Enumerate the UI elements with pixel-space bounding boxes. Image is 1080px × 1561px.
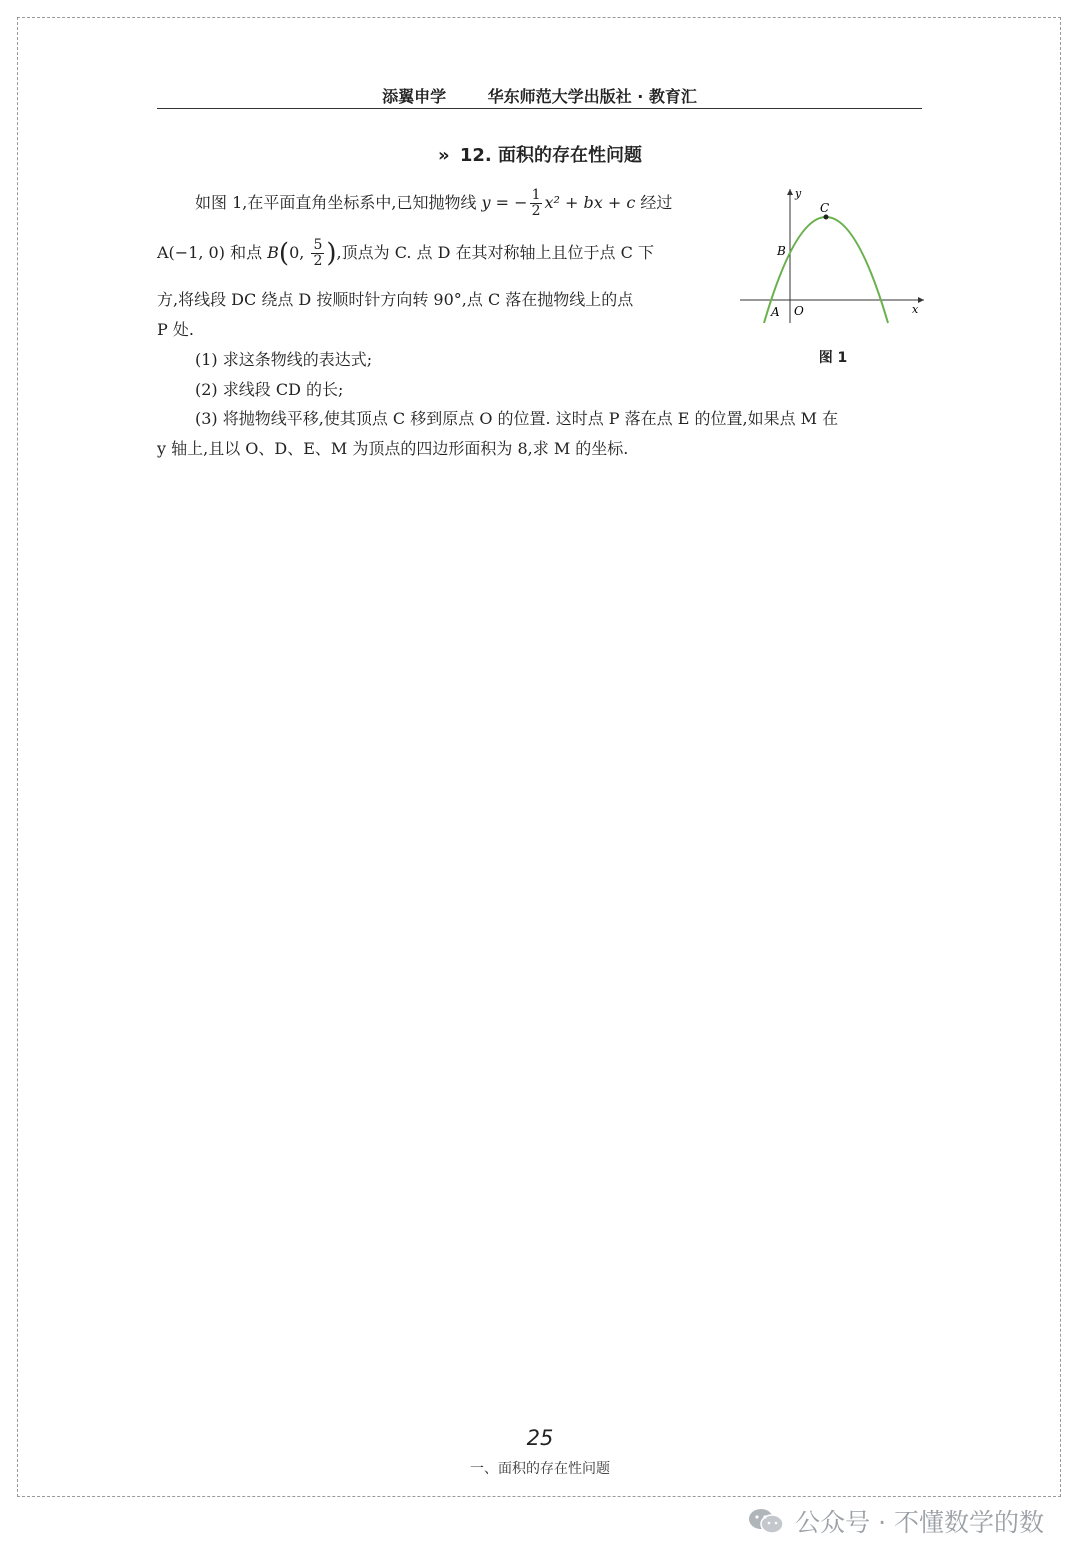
problem-l1-poly: x² + bx + c	[544, 193, 636, 212]
label-o: O	[794, 304, 804, 318]
question-2: (2) 求线段 CD 的长;	[195, 380, 344, 399]
label-y: y	[795, 187, 802, 200]
header-right: 华东师范大学出版社 · 教育汇	[487, 87, 697, 106]
footer-section: 一、面积的存在性问题	[470, 1461, 610, 1477]
problem-l1-eq: = −	[490, 193, 528, 212]
header-left: 添翼申学	[382, 87, 447, 106]
question-1: (1) 求这条物线的表达式;	[195, 350, 373, 369]
problem-l2-b: B	[267, 243, 279, 262]
problem-line-3: 方,将线段 DC 绕点 D 按顺时针方向转 90°,点 C 落在抛物线上的点	[157, 290, 634, 309]
section-title-text: 12. 面积的存在性问题	[459, 145, 643, 166]
label-b: B	[777, 244, 786, 258]
vertex-point	[824, 215, 829, 220]
section-title	[0, 141, 1080, 167]
problem-l1-end: 经过	[635, 193, 673, 212]
parabola-curve	[764, 217, 888, 323]
page-header	[157, 84, 922, 109]
wechat-icon	[747, 1507, 785, 1535]
watermark-text: 公众号 · 不懂数学的数	[795, 1508, 1044, 1537]
fraction-den: 2	[531, 203, 541, 219]
figure-caption: 图 1	[818, 350, 848, 366]
problem-l2-rest: ,顶点为 C. 点 D 在其对称轴上且位于点 C 下	[336, 243, 654, 262]
watermark	[747, 1503, 1044, 1539]
label-a: A	[771, 305, 780, 319]
fraction-num: 1	[531, 187, 541, 203]
label-x: x	[912, 303, 919, 316]
problem-l1-y: y	[481, 193, 491, 212]
paren-open: (	[278, 238, 290, 269]
problem-l1-text: 如图 1,在平面直角坐标系中,已知抛物线	[195, 193, 482, 212]
fraction-half	[530, 188, 543, 219]
question-3-line-1: (3) 将抛物线平移,使其顶点 C 移到原点 O 的位置. 这时点 P 落在点 E 的位置,如果点 M 在	[195, 409, 839, 428]
fraction2-num: 5	[313, 237, 323, 253]
paren-close: )	[326, 238, 337, 269]
problem-l2-text: A(−1, 0) 和点	[157, 243, 268, 262]
question-3-line-2: y 轴上,且以 O、D、E、M 为顶点的四边形面积为 8,求 M 的坐标.	[157, 439, 629, 458]
problem-line-2	[157, 238, 654, 269]
problem-line-4: P 处.	[157, 320, 194, 339]
section-mark: »	[437, 145, 450, 166]
fraction-five-halves	[311, 238, 324, 269]
label-c: C	[820, 201, 830, 215]
parabola-figure	[738, 185, 928, 325]
fraction2-den: 2	[313, 253, 323, 269]
page-number: 25	[526, 1426, 554, 1450]
problem-line-1	[195, 188, 672, 219]
problem-l2-zero: 0,	[289, 243, 310, 262]
